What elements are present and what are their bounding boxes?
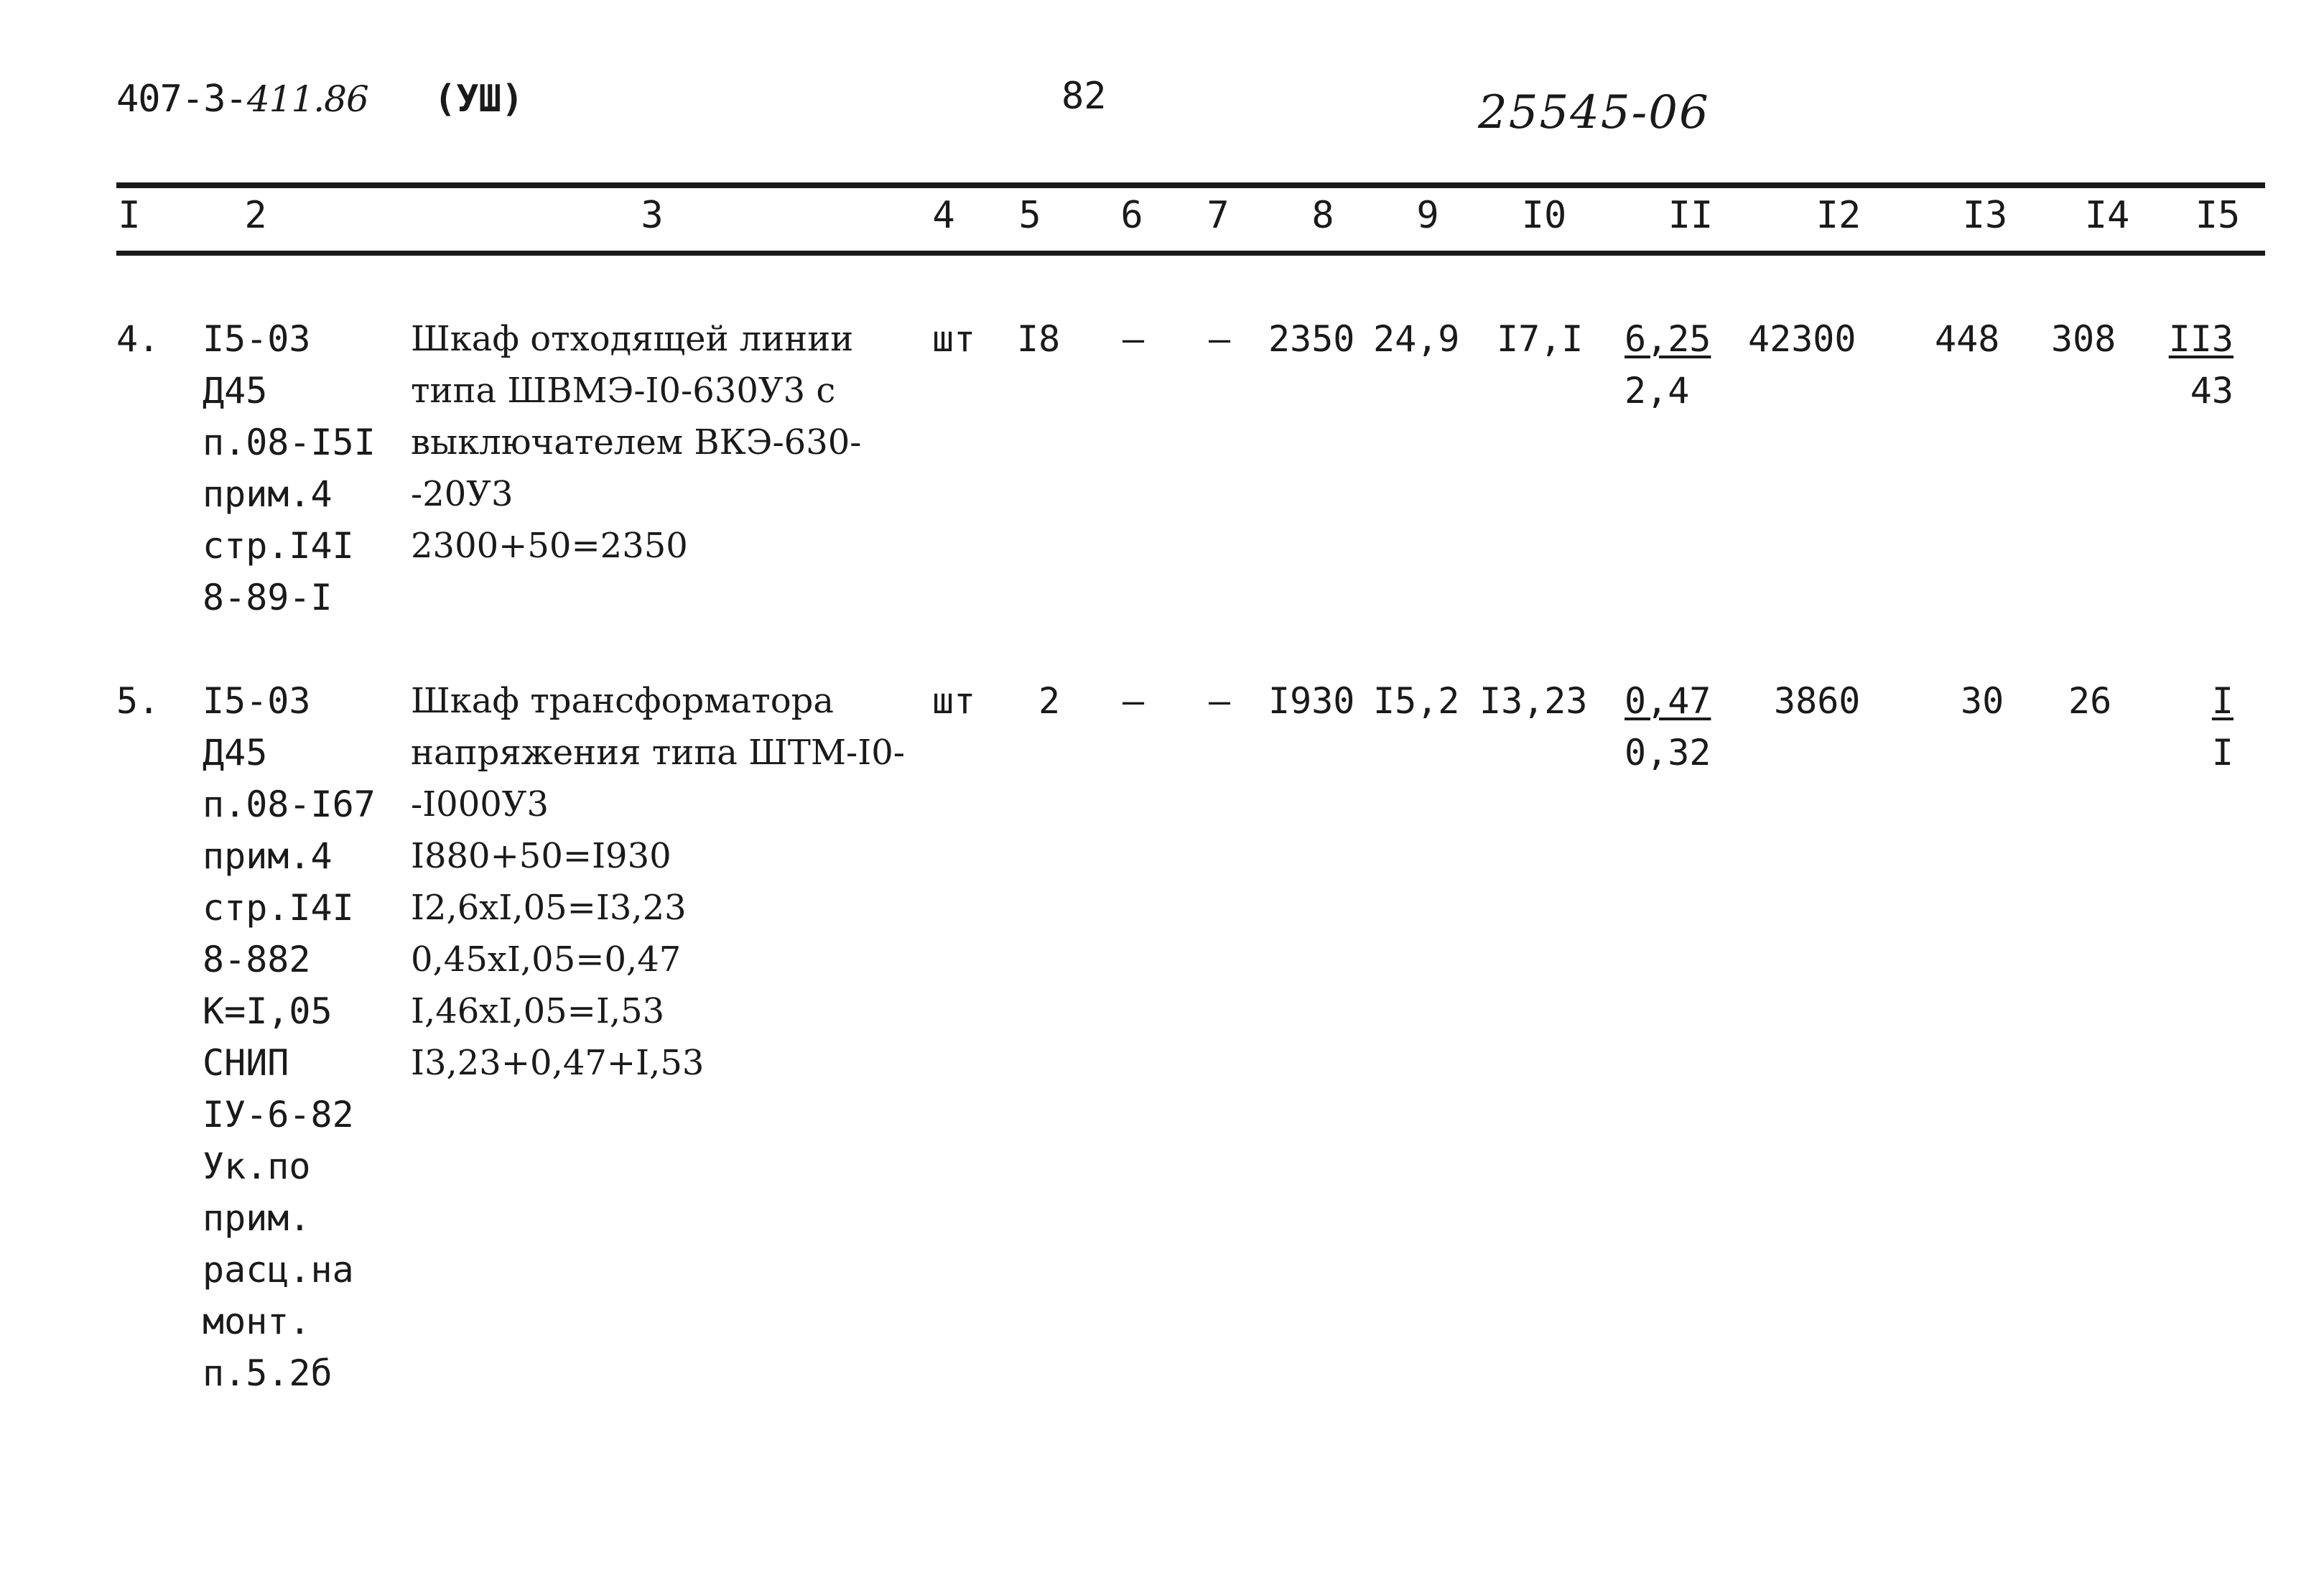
description-line: -I000У3 <box>411 784 549 825</box>
description-line: 0,45хI,05=0,47 <box>411 939 682 980</box>
row-number: 4. <box>116 318 160 360</box>
col15-denominator: I <box>2211 732 2234 774</box>
reference-line: 8-89-I <box>203 577 333 618</box>
col-header-3: 3 <box>641 194 664 237</box>
row-number: 5. <box>116 680 160 722</box>
row-description <box>411 313 862 572</box>
col15-value <box>2211 675 2255 779</box>
col10-value: I7,I <box>1497 318 1584 360</box>
col14-value: 308 <box>2051 318 2116 360</box>
reference-line: Ук.по <box>203 1146 311 1187</box>
reference-line: п.08-I5I <box>203 422 376 463</box>
col-header-11: II <box>1668 194 1714 237</box>
description-line: типа ШВМЭ-I0-630У3 с <box>411 371 836 411</box>
col8-value: I930 <box>1268 680 1355 722</box>
col15-numerator: II3 <box>2168 318 2234 360</box>
description-line: выключателем ВКЭ-630- <box>411 422 862 463</box>
description-line: 2300+50=2350 <box>411 526 688 566</box>
document-code-handwritten: 411.86 <box>246 78 368 120</box>
table-header-rule <box>116 251 2265 256</box>
col11-numerator: 6,25 <box>1625 318 1711 360</box>
col-header-2: 2 <box>244 194 267 237</box>
reference-line: 8-882 <box>203 939 311 980</box>
unit: шт <box>932 680 976 722</box>
description-line: I3,23+0,47+I,53 <box>411 1043 705 1083</box>
col-header-12: I2 <box>1816 194 1861 237</box>
col11-denominator: 0,32 <box>1625 732 1711 774</box>
col-header-13: I3 <box>1962 194 2008 237</box>
col-header-9: 9 <box>1416 194 1439 237</box>
reference-line: I5-03 <box>203 680 311 722</box>
col7-value: – <box>1208 680 1231 722</box>
reference-line: Д45 <box>203 732 268 774</box>
description-line: -20У3 <box>411 474 513 514</box>
col15-value <box>2168 313 2298 417</box>
reference-line: монт. <box>203 1301 311 1342</box>
document-code <box>116 78 368 121</box>
reference-line: прим.4 <box>203 835 333 877</box>
col15-denominator: 43 <box>2190 370 2234 412</box>
row-reference <box>203 313 376 623</box>
col-header-7: 7 <box>1207 194 1230 237</box>
page-number: 82 <box>1061 75 1107 118</box>
col-header-4: 4 <box>932 194 955 237</box>
handwritten-number: 25545-06 <box>1478 86 1710 139</box>
col11-numerator: 0,47 <box>1625 680 1711 722</box>
quantity: I8 <box>1017 318 1061 360</box>
table-top-rule <box>116 182 2265 188</box>
col-header-6: 6 <box>1120 194 1143 237</box>
reference-line: стр.I4I <box>203 887 354 929</box>
col12-value: 3860 <box>1774 680 1861 722</box>
description-line: I2,6хI,05=I3,23 <box>411 888 687 928</box>
col-header-8: 8 <box>1311 194 1334 237</box>
col9-value: 24,9 <box>1373 318 1460 360</box>
col11-value <box>1625 675 1711 779</box>
col14-value: 26 <box>2068 680 2112 722</box>
reference-line: СНИП <box>203 1042 289 1084</box>
col7-value: – <box>1208 318 1231 360</box>
reference-line: К=I,05 <box>203 990 333 1032</box>
col-header-14: I4 <box>2084 194 2130 237</box>
col13-value: 448 <box>1935 318 2000 360</box>
reference-line: I5-03 <box>203 318 311 360</box>
document-code-prefix: 407-3- <box>116 78 247 121</box>
col11-value <box>1625 313 1711 417</box>
reference-line: Д45 <box>203 370 268 412</box>
description-line: напряжения типа ШТМ-I0- <box>411 733 905 773</box>
col6-value: – <box>1122 318 1145 360</box>
col-header-10: I0 <box>1521 194 1567 237</box>
unit: шт <box>932 318 976 360</box>
col13-value: 30 <box>1961 680 2004 722</box>
reference-line: п.08-I67 <box>203 784 376 825</box>
reference-line: расц.на <box>203 1249 354 1291</box>
col9-value: I5,2 <box>1373 680 1460 722</box>
col6-value: – <box>1122 680 1145 722</box>
col15-numerator: I <box>2211 680 2234 722</box>
description-line: Шкаф трансформатора <box>411 681 834 721</box>
document-volume: (УШ) <box>434 78 524 121</box>
col8-value: 2350 <box>1268 318 1355 360</box>
quantity: 2 <box>1038 680 1061 722</box>
row-description <box>411 675 905 1089</box>
col-header-1: I <box>118 194 141 237</box>
col10-value: I3,23 <box>1479 680 1588 722</box>
description-line: Шкаф отходящей линии <box>411 319 854 359</box>
col12-value: 42300 <box>1748 318 1856 360</box>
row-reference <box>203 675 376 1399</box>
reference-line: IУ-6-82 <box>203 1094 354 1135</box>
reference-line: п.5.2б <box>203 1352 333 1394</box>
col-header-15: I5 <box>2195 194 2241 237</box>
col11-denominator: 2,4 <box>1625 370 1690 412</box>
reference-line: прим. <box>203 1197 311 1239</box>
reference-line: прим.4 <box>203 473 333 515</box>
description-line: I880+50=I930 <box>411 836 671 876</box>
col-header-5: 5 <box>1018 194 1041 237</box>
reference-line: стр.I4I <box>203 525 354 567</box>
description-line: I,46хI,05=I,53 <box>411 991 665 1031</box>
